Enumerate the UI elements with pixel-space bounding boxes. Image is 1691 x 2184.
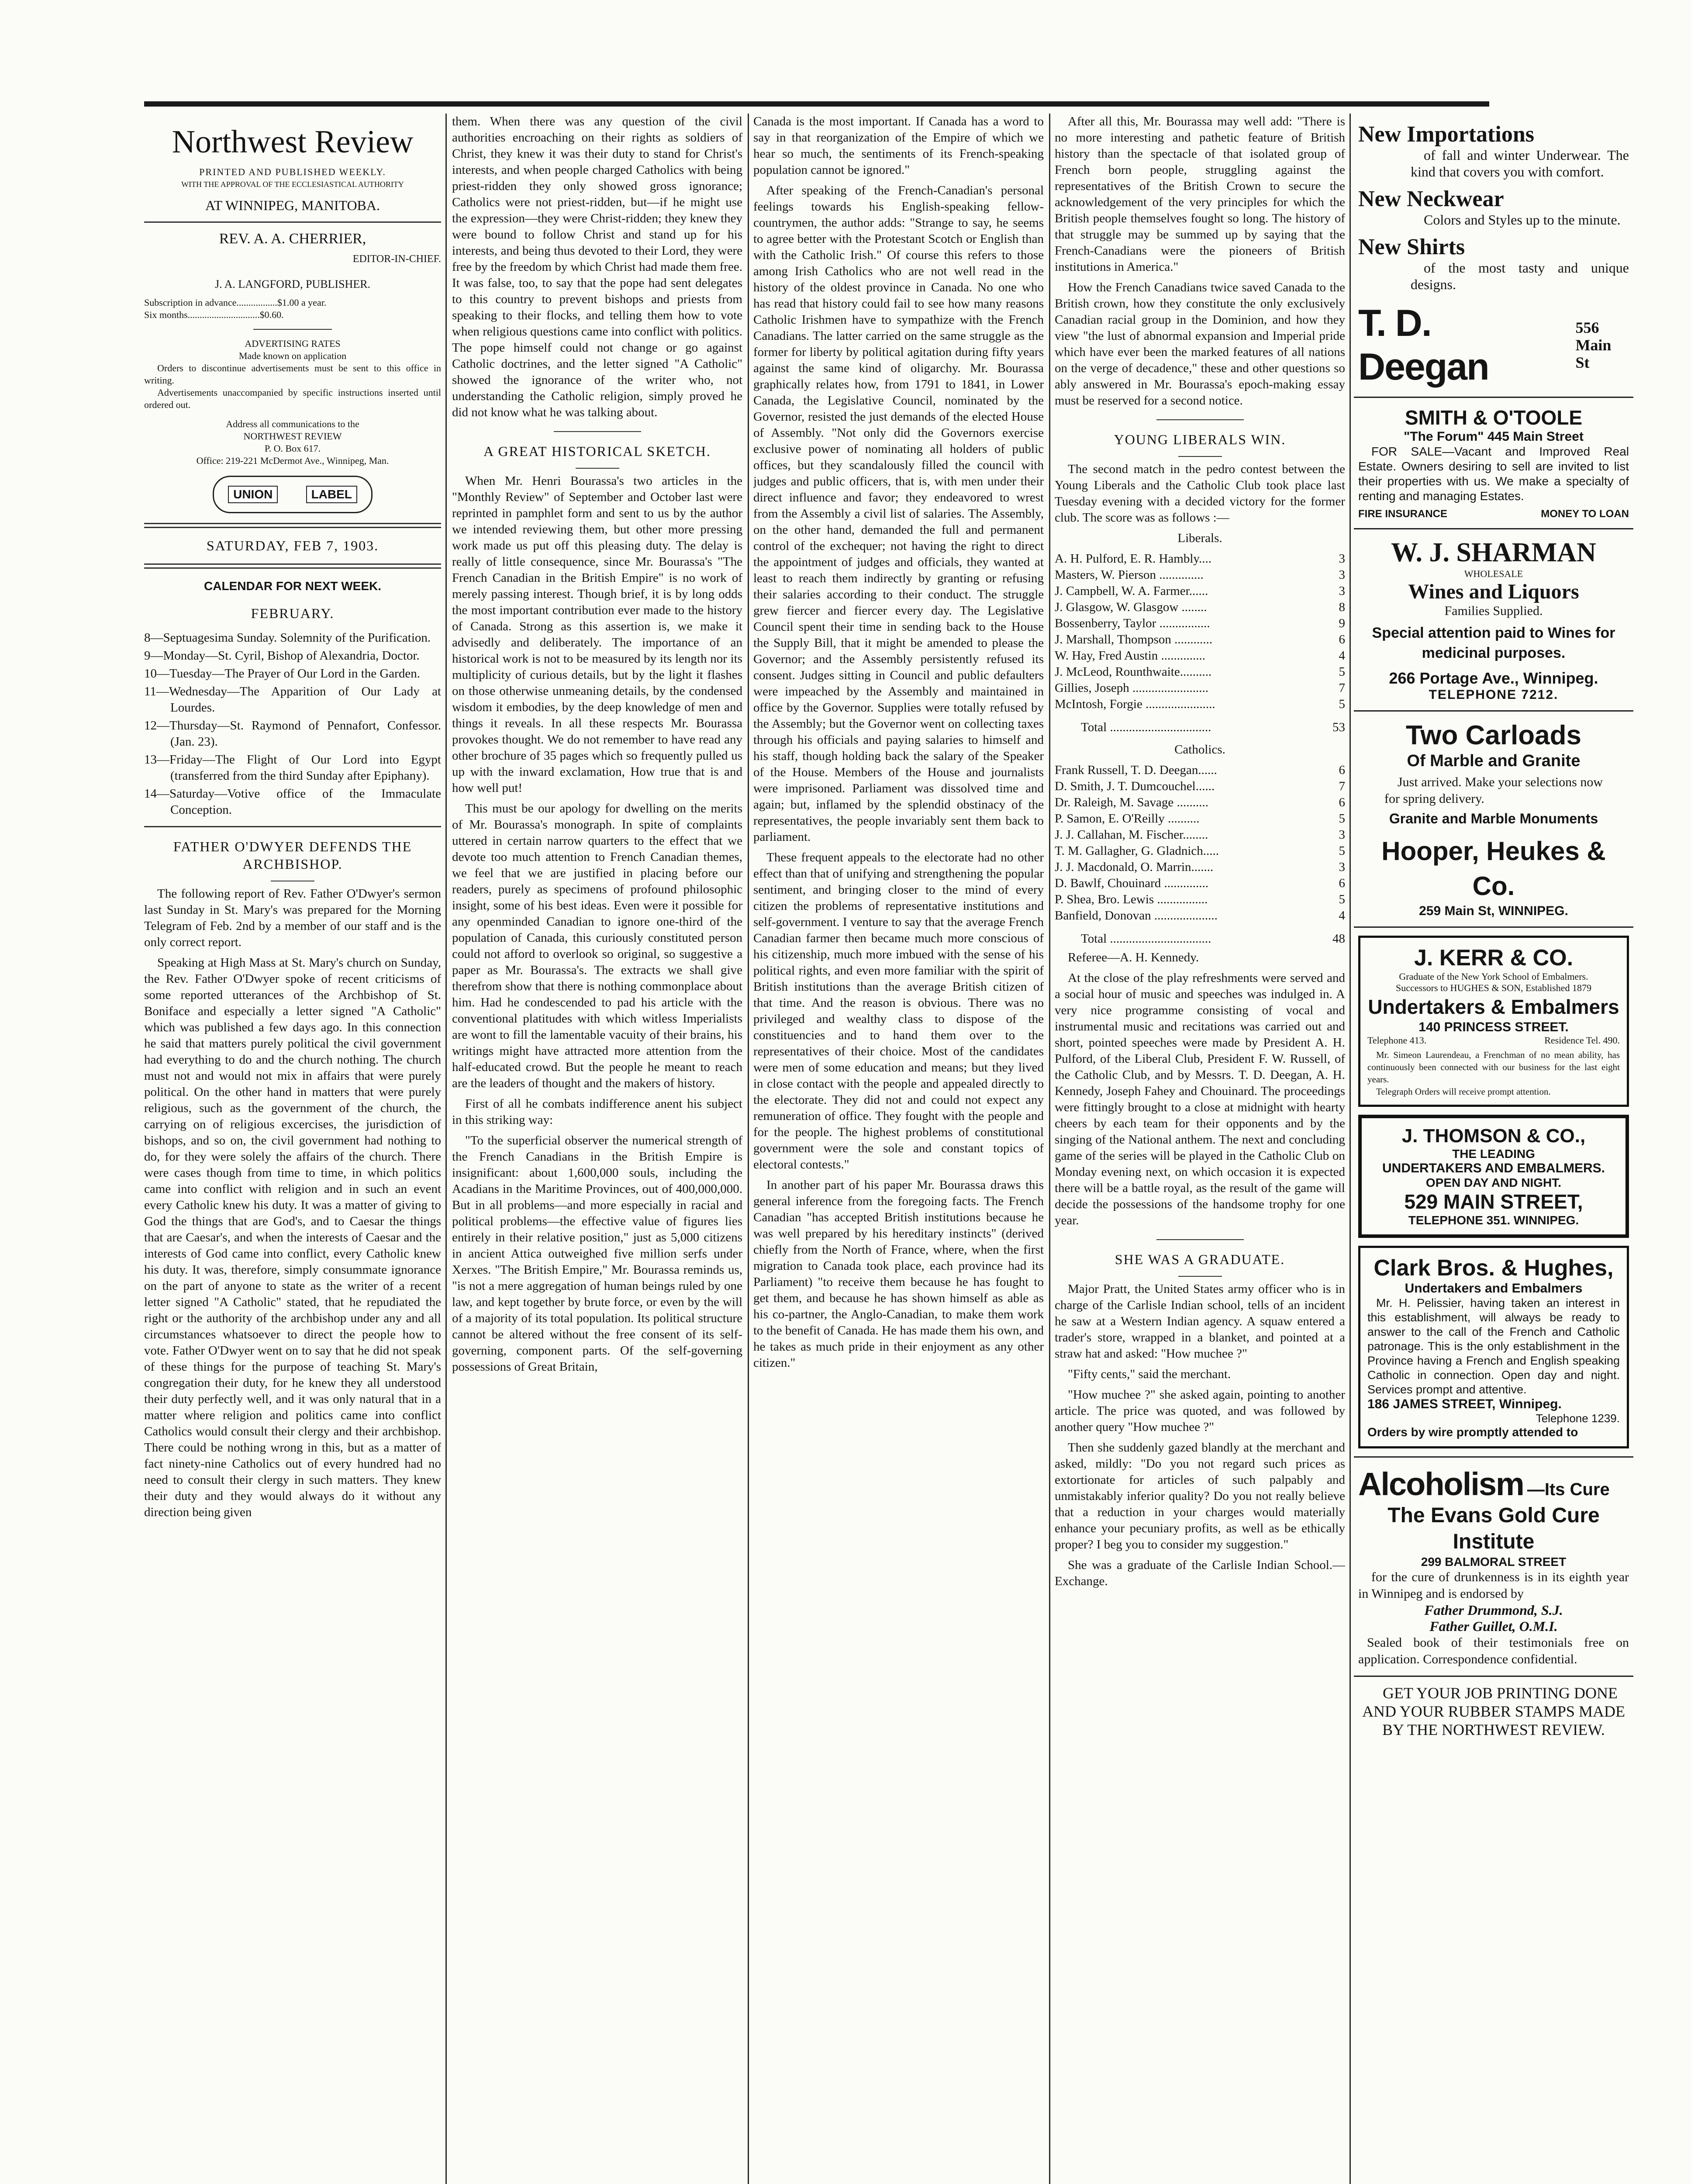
graduate-para: Then she suddenly gazed blandly at the merchant and asked, mildly: "Do you not regard such prices as extortionate for articles of such palpably and unmistakably inferior quality? Do you not really believe that a reduction in your charges would materially enhance your pecuniary profits, as well as be ethically proper? I beg you to consider my suggestion." xyxy=(1055,1441,1345,1552)
masthead-line1: PRINTED AND PUBLISHED WEEKLY. xyxy=(199,166,386,177)
team-names: D. Bawlf, Chouinard .............. xyxy=(1055,876,1208,890)
odwyer-para: The following report of Rev. Father O'Dwyer's sermon last Sunday in St. Mary's was prepared for the Morning Telegram of Feb. 2nd by a member of our staff and is the only correct report. xyxy=(144,887,441,949)
sketch-continued: Canada is the most important. If Canada has a word to say in that reorganization of the Empire of which we hear so much, the sentiments of its French-speaking population cannot be ignored." xyxy=(753,114,1044,177)
carloads-subtitle: Of Marble and Granite xyxy=(1407,752,1581,770)
new-shirts: New Shirts xyxy=(1358,235,1465,259)
team-score: 3 xyxy=(1339,828,1345,842)
team-names: J. Marshall, Thompson ............ xyxy=(1055,632,1213,646)
thomson-undertakers: UNDERTAKERS AND EMBALMERS. xyxy=(1382,1161,1605,1175)
team-score: 3 xyxy=(1339,860,1345,874)
evans-name: The Evans Gold Cure Institute xyxy=(1387,1504,1600,1553)
kerr-ad xyxy=(1358,936,1629,1107)
total-value: 53 xyxy=(1332,720,1345,734)
team-score: 5 xyxy=(1339,812,1345,826)
table-row xyxy=(1055,762,1345,778)
divider xyxy=(576,468,619,469)
deegan-number: 556 xyxy=(1575,319,1599,336)
thomson-telephone: TELEPHONE 351. WINNIPEG. xyxy=(1408,1213,1579,1227)
column-3 xyxy=(753,114,1044,2184)
kerr-telegraph: Telegraph Orders will receive prompt attention. xyxy=(1376,1086,1551,1097)
kerr-residence: Residence Tel. 490. xyxy=(1544,1035,1620,1046)
calendar-heading: CALENDAR FOR NEXT WEEK. xyxy=(204,579,381,593)
new-importations-text: of fall and winter Underwear. The kind that covers you with comfort. xyxy=(1411,147,1629,180)
referee: Referee—A. H. Kennedy. xyxy=(1068,950,1199,964)
sharman-name: W. J. SHARMAN xyxy=(1391,538,1596,567)
table-row xyxy=(1055,875,1345,892)
evans-text: for the cure of drunkenness is in its eighth year in Winnipeg and is endorsed by xyxy=(1358,1570,1629,1601)
team-names: McIntosh, Forgie ...................... xyxy=(1055,697,1215,711)
alcoholism-heading xyxy=(1358,1465,1629,1503)
table-row xyxy=(1055,696,1345,712)
team-score: 9 xyxy=(1339,616,1345,630)
divider xyxy=(144,523,441,528)
graduate-headline: SHE WAS A GRADUATE. xyxy=(1115,1251,1285,1267)
thomson-ad xyxy=(1358,1115,1629,1238)
alcoholism-title: Alcoholism xyxy=(1358,1466,1524,1502)
thomson-address: 529 MAIN STREET, xyxy=(1404,1190,1583,1213)
kerr-successors: Successors to HUGHES & SON, Established 1879 xyxy=(1396,982,1591,993)
catholics-label: Catholics. xyxy=(1174,743,1225,757)
graduate-para: "How muchee ?" she asked again, pointing to another article. The price was quoted, and was followed by another query "How muchee ?" xyxy=(1055,1388,1345,1434)
smith-text: FOR SALE—Vacant and Improved Real Estate. Owners desiring to sell are invited to list their properties with us. We make a specialty of renting and managing Estates. xyxy=(1358,445,1629,503)
column-5-ads xyxy=(1354,114,1633,2184)
evans-sealed: Sealed book of their testimonials free on application. Correspondence confidential. xyxy=(1358,1635,1629,1666)
calendar-item: 8—Septuagesima Sunday. Solemnity of the Purification. xyxy=(144,631,431,645)
column-rule xyxy=(1049,114,1050,2184)
table-row xyxy=(1055,599,1345,615)
kerr-text: Mr. Simeon Laurendeau, a Frenchman of no mean ability, has continuously been connected with our business for the last eight years. xyxy=(1367,1050,1620,1085)
team-score: 6 xyxy=(1339,632,1345,646)
table-row xyxy=(1055,632,1345,648)
table-row xyxy=(1055,827,1345,843)
table-row xyxy=(1055,778,1345,795)
graduate-para: "Fifty cents," said the merchant. xyxy=(1068,1367,1231,1381)
address-2: P. O. Box 617. xyxy=(264,443,321,454)
calendar-item: 13—Friday—The Flight of Our Lord into Egypt (transferred from the third Sunday after Epiphany). xyxy=(144,753,441,783)
team-names: J. Campbell, W. A. Farmer...... xyxy=(1055,584,1208,598)
divider xyxy=(253,329,332,330)
smith-name: SMITH & O'TOOLE xyxy=(1405,406,1583,429)
kerr-graduate: Graduate of the New York School of Embalmers. xyxy=(1399,971,1588,982)
divider xyxy=(1156,419,1244,420)
sharman-special: Special attention paid to Wines for medicinal purposes. xyxy=(1372,625,1615,661)
team-score: 4 xyxy=(1339,909,1345,923)
thomson-leading: THE LEADING xyxy=(1452,1147,1535,1161)
team-names: J. McLeod, Rounthwaite.......... xyxy=(1055,665,1212,679)
total-label: Total ................................ xyxy=(1081,720,1211,734)
publisher: J. A. LANGFORD, PUBLISHER. xyxy=(214,278,371,290)
sketch-para: These frequent appeals to the electorate had no other effect than that of unifying and strengthening the popular sentiment, and bringing closer to the mind of every citizen the problems of representative institutions and self-government. I venture to say that the average French Canadian farmer then became much more conscious of his citizenship, much more imbued with the sense of his political rights, and even more familiar with the spirit of British institutions than the average British citizen of that time. And the reason is obvious. There was no privileged and wealthy class to dispose of the constituencies and to hand them over to the representatives of their choice. Most of the candidates were men of some education and means; but they lived in close contact with the people and appealed directly to the electorate. They did not and could not expect any remuneration of office. They fought with the people and for the people. The highest problems of constitutional government were the sole and constant topics of electoral contests." xyxy=(753,850,1044,1171)
ad-rates-2: Orders to discontinue advertisements must be sent to this office in writing. xyxy=(144,363,441,386)
team-score: 8 xyxy=(1339,600,1345,614)
team-names: J. Glasgow, W. Glasgow ........ xyxy=(1055,600,1207,614)
calendar-list xyxy=(144,630,441,818)
address-1: NORTHWEST REVIEW xyxy=(243,431,342,442)
sharman-ad xyxy=(1354,529,1633,712)
divider xyxy=(1178,1276,1222,1277)
team-names: T. M. Gallagher, G. Gladnich..... xyxy=(1055,844,1219,858)
sketch-para: This must be our apology for dwelling on the merits of Mr. Bourassa's monograph. In spite of complaints uttered in certain narrow quarters to the effect that we devote too much attention to French Canadian themes, we feel that we are justified in placing before our readers, purely as specimens of profound philosophic insight, some of his best ideas. Even were it possible for any openminded Canadian to ignore one-third of the population of Canada, this curiously constituted person could not afford to overlook so original, so suggestive a paper as Mr. Bourassa's. The extracts we shall give therefrom show that there is nothing commonplace about him. Had he condescended to pad his article with the conventional platitudes with which witless Imperialists are wont to fill the lamentable vacuity of their brains, his writings might have attracted more attention from the half-educated crowd. But the people he meant to reach are the leaders of thought and the makers of history. xyxy=(452,802,742,1090)
clark-telephone: Telephone 1239. xyxy=(1536,1412,1620,1425)
column-4 xyxy=(1055,114,1345,2184)
job-printing-ad: GET YOUR JOB PRINTING DONE AND YOUR RUBBER STAMPS MADE BY THE NORTHWEST REVIEW. xyxy=(1362,1684,1625,1738)
table-row xyxy=(1055,615,1345,632)
union-label-left: UNION xyxy=(228,486,278,503)
column-rule xyxy=(1349,114,1351,2184)
team-score: 6 xyxy=(1339,876,1345,890)
clark-ad xyxy=(1358,1246,1629,1448)
team-score: 3 xyxy=(1339,568,1345,582)
carloads-monuments: Granite and Marble Monuments xyxy=(1389,811,1598,826)
total-row xyxy=(1055,712,1345,736)
table-row xyxy=(1055,892,1345,908)
thomson-open: OPEN DAY AND NIGHT. xyxy=(1425,1176,1562,1189)
table-row xyxy=(1055,664,1345,680)
sketch-para: When Mr. Henri Bourassa's two articles in the "Monthly Review" of September and October last were reprinted in pamphlet form and sent to us by the author we intended reviewing them, but other more pressing work made us put off this pleasing duty. The delay is really of little consequence, since Mr. Bourassa's "The French Canadian in the British Empire" is no work of merely passing interest. Though brief, it is by long odds the most important contribution ever made to the history of Canada. Strong as this assertion is, we make it advisedly and deliberately. The importance of an historical work is not to be measured by its length nor its multiplicity of curious details, but by the light it flashes on those otherwise unmeaning details, by the condensed wisdom it embodies, by the deep knowledge of men and things it reveals. In all these respects Mr. Bourassa provokes thought. We do not remember to have read any other brochure of 35 pages which so frequently pulled us up with the inward exclamation, How true that is and how well put! xyxy=(452,474,742,795)
table-row xyxy=(1055,795,1345,811)
team-names: Banfield, Donovan .................... xyxy=(1055,909,1218,923)
team-names: Dr. Raleigh, M. Savage .......... xyxy=(1055,795,1208,809)
deegan-name: T. D. Deegan xyxy=(1358,302,1489,388)
team-score: 7 xyxy=(1339,779,1345,793)
ad-rates-head: ADVERTISING RATES xyxy=(245,338,341,349)
sketch-para: After speaking of the French-Canadian's personal feelings towards his English-speaking fellow-countrymen, the author adds: "Strange to say, he seems to agree better with the Protestant Scotch or English than with the Catholic Irish." Of course this refers to those among Irish Catholics who are not well read in the history of the oldest province in Canada. No one who has read that history could fail to see how many reasons Catholic Irishmen have to sympathize with the French Canadians. The latter carried on the same struggle as the former for liberty by political agitation during fifty years against the same kind of oligarchy. Mr. Bourassa graphically relates how, from 1791 to 1841, in Lower Canada, the Legislative Council, nominated by the Governor, resisted the just demands of the elected House of Assembly. "Not only did the Governors exercise exclusive power of nominating all holders of public offices, but they scandalously filled the council with judges and public officers, that is, with men under their direct influence and favor; they endeavored to wrest from the Assembly a civil list of salaries. The Assembly, on the other hand, demanded the full and permanent control of the exchequer; not having the right to direct the appointment of judges and officials, they wanted at least to reach them indirectly by granting or refusing their salaries according to their conduct. The struggle grew fiercer and fiercer every day. The Legislative Council spent their time in sending back to the House the Supply Bill, that it might be amended to please the Governor; and the Assembly persistently refused its consent. Judges sitting in Council and public defaulters were impeached by the Assembly and maintained in office by the Governor. Supplies were totally refused by the Assembly; but the Governor went on collecting taxes through his officials and paying salaries to himself and his staff, though holding back the salary of the Speaker of the House. Members of the House and journalists were imprisoned. Parliament was dissolved time and again; but, inflamed by the splendid obstinacy of the representatives, the people invariably sent them back to parliament. xyxy=(753,183,1044,844)
odwyer-headline: FATHER O'DWYER DEFENDS THE ARCHBISHOP. xyxy=(173,839,412,872)
table-row xyxy=(1055,908,1345,924)
sketch-para: "To the superficial observer the numerical strength of the French Canadians in the British Empire is insignificant: about 1,600,000 souls, including the Acadians in the Maritime Provinces, out of 400,000,000. But in all problems—and more especially in racial and political problems—the effective value of figures lies entirely in their relative position," just as 5,000 citizens in ancient Attica outweighed five million serfs under Xerxes. "The British Empire," Mr. Bourassa reminds us, "is not a mere aggregation of human beings ruled by one law, and kept together by brute force, or even by the will of a majority of its total population. Its political structure cannot be altered without the free consent of its self-governing, component parts. Of the self-governing possessions of Great Britain, xyxy=(452,1133,742,1374)
team-score: 5 xyxy=(1339,697,1345,711)
masthead-line2: WITH THE APPROVAL OF THE ECCLESIASTICAL AUTHORITY xyxy=(181,180,404,189)
graduate-para: She was a graduate of the Carlisle Indian School.—Exchange. xyxy=(1055,1558,1345,1588)
table-row xyxy=(1055,811,1345,827)
clark-text: Mr. H. Pelissier, having taken an interest in this establishment, will always be ready to answer to the call of the French and Catholic patronage. This is the only establishment in the Province having a French and English speaking Catholic in connection. Open day and night. Services prompt and attentive. xyxy=(1367,1296,1620,1396)
smith-services xyxy=(1358,508,1629,520)
calendar-item: 14—Saturday—Votive office of the Immaculate Conception. xyxy=(144,787,441,817)
column-rule xyxy=(748,114,749,2184)
total-row xyxy=(1055,924,1345,947)
total-value: 48 xyxy=(1332,932,1345,946)
column-1 xyxy=(144,114,441,2184)
table-row xyxy=(1055,583,1345,599)
column-rule xyxy=(445,114,447,2184)
clark-name: Clark Bros. & Hughes, xyxy=(1374,1255,1614,1281)
table-row xyxy=(1055,843,1345,859)
team-names: Frank Russell, T. D. Deegan...... xyxy=(1055,763,1217,777)
smith-money: MONEY TO LOAN xyxy=(1541,508,1629,520)
union-label-logo xyxy=(213,476,373,513)
total-label: Total ................................ xyxy=(1081,932,1211,946)
sharman-telephone: TELEPHONE 7212. xyxy=(1429,688,1559,702)
new-neckwear: New Neckwear xyxy=(1358,187,1504,211)
evans-father-1: Father Drummond, S.J. xyxy=(1424,1602,1563,1618)
kerr-telephone: Telephone 413. xyxy=(1367,1035,1427,1046)
carloads-ad xyxy=(1354,712,1633,928)
team-names: J. J. Callahan, M. Fischer........ xyxy=(1055,828,1208,842)
smith-fire: FIRE INSURANCE xyxy=(1358,508,1448,520)
sketch-headline: A GREAT HISTORICAL SKETCH. xyxy=(483,443,711,459)
team-names: Bossenberry, Taylor ................ xyxy=(1055,616,1210,630)
smith-otoole-ad xyxy=(1354,398,1633,529)
carloads-title: Two Carloads xyxy=(1406,720,1581,750)
calendar-month: FEBRUARY. xyxy=(251,605,335,621)
evans-father-2: Father Guillet, O.M.I. xyxy=(1429,1618,1558,1634)
ad-rates-3: Advertisements unaccompanied by specific instructions inserted until ordered out. xyxy=(144,387,441,410)
clark-subtitle: Undertakers and Embalmers xyxy=(1405,1281,1583,1296)
liberals-intro: The second match in the pedro contest between the Young Liberals and the Catholic Club took place last Tuesday evening with a decided victory for the former club. The score was as follows :— xyxy=(1055,462,1345,525)
divider xyxy=(144,563,441,569)
sketch-para: How the French Canadians twice saved Canada to the British crown, how they constitute the only exclusively Canadian racial group in the Dominion, and how they view "the lust of abnormal expansion and Imperial pride which have ever been the marked features of all nations on the verge of decadence," these and other questions so ably answered in Mr. Bourassa's epoch-making essay must be reserved for a second notice. xyxy=(1055,280,1345,408)
sharman-wholesale: WHOLESALE xyxy=(1464,568,1523,579)
team-score: 6 xyxy=(1339,763,1345,777)
divider xyxy=(1156,1239,1244,1240)
sketch-para: First of all he combats indifference anent his subject in this striking way: xyxy=(452,1097,742,1127)
calendar-item: 10—Tuesday—The Prayer of Our Lord in the Garden. xyxy=(144,667,420,681)
union-label-right: LABEL xyxy=(306,486,357,503)
deegan-ad xyxy=(1354,114,1633,398)
deegan-street: Main St xyxy=(1575,336,1612,371)
sharman-address: 266 Portage Ave., Winnipeg. xyxy=(1389,669,1598,687)
liberals-headline: YOUNG LIBERALS WIN. xyxy=(1114,432,1286,447)
kerr-name: J. KERR & CO. xyxy=(1414,945,1574,971)
sharman-wines: Wines and Liquors xyxy=(1408,580,1579,603)
sketch-para: In another part of his paper Mr. Bourassa draws this general inference from the foregoing facts. The French Canadian "has accepted British institutions because he was well prepared by his hereditary instincts" (derived chiefly from the North of France, where, when the first migration to Canada took place, each province had its Parliament) "to receive them because he has fought to get them, and because he has shown himself as able as his co-partner, the Anglo-Canadian, to make them work to the benefit of Canada. He has made them his own, and he takes as much pride in their enjoyment as any other citizen." xyxy=(753,1178,1044,1370)
kerr-address: 140 PRINCESS STREET. xyxy=(1418,1020,1569,1034)
team-score: 6 xyxy=(1339,795,1345,809)
editor-name: REV. A. A. CHERRIER, xyxy=(219,231,366,247)
hooper-address: 259 Main St, WINNIPEG. xyxy=(1419,904,1568,918)
subscription: Subscription in advance.................$1.00 a year. xyxy=(144,297,327,308)
new-neckwear-text: Colors and Styles up to the minute. xyxy=(1424,212,1621,228)
divider xyxy=(144,826,441,827)
table-row xyxy=(1055,551,1345,567)
divider xyxy=(554,431,641,432)
new-shirts-text: of the most tasty and unique designs. xyxy=(1411,260,1629,292)
address-3: Office: 219-221 McDermot Ave., Winnipeg, Man. xyxy=(196,455,389,466)
divider xyxy=(1178,456,1222,457)
team-score: 3 xyxy=(1339,584,1345,598)
new-importations: New Importations xyxy=(1358,122,1534,147)
team-names: Gillies, Joseph ........................ xyxy=(1055,681,1209,695)
odwyer-para: Speaking at High Mass at St. Mary's church on Sunday, the Rev. Father O'Dwyer spoke of recent criticisms of some reported utterances of the Archbishop of St. Boniface and especially a letter signed "A Catholic" which was published a few days ago. In this connection he said that matters purely political the civil government had everything to do and the church nothing. The church must not and would not mix in affairs that were purely political. On the other hand in matters that were purely religious, such as the government of the church, the carrying on of religious excercises, the jurisdiction of bishops, and so on, the civil government had nothing to do, for they were solely the affairs of the church. There were cases though from time to time, in which politics came into conflict with religion and in such an event every Catholic knew his duty. It was a matter of giving to God the things that are God's, and to Caesar the things that are Caesar's, and when the interests of Caesar and the interests of God came into conflict, every Catholic knew his duty. It was, therefore, simply consummate ignorance on the part of anyone to state as the writer of a recent letter signed "A Catholic" stated, that he repudiated the right or the authority of the archbishop under any and all circumstances whatsoever to direct the people how to vote. Father O'Dwyer went on to say that he did not speak of these things for the purpose of teaching St. Mary's congregation their duty, for he knew they all understood their duty perfectly well, and it was only natural that in a matter where religion and politics came into conflict Catholics would consult their clergy and their archbishop. There could be nothing wrong in this, but as a matter of fact ninety-nine Catholics out of every hundred had no need to consult their clergy in such matters. They knew their duty and they would always do it without any direction being given xyxy=(144,956,441,1519)
hooper-name: Hooper, Heukes & Co. xyxy=(1381,836,1606,901)
team-score: 4 xyxy=(1339,649,1345,663)
table-row xyxy=(1055,567,1345,583)
deegan-address xyxy=(1575,319,1629,371)
sketch-para: After all this, Mr. Bourassa may well add: "There is no more interesting and pathetic feature of British history than the spectacle of that isolated group of French born people, struggling against the representatives of the British Crown to secure the acknowledgement of the very principles for which the British people themselves fought so long. The history of that struggle may be summed up by saying that the French-Canadians were the pioneers of British institutions in America." xyxy=(1055,114,1345,274)
deegan-signature xyxy=(1358,301,1629,389)
liberals-after: At the close of the play refreshments were served and a social hour of music and speeches was indulged in. A very nice programme consisting of vocal and instrumental music and recitations was carried out and short, pointed speeches were made by President A. H. Pulford, of the Liberal Club, President F. W. Russell, of the Catholic Club, and by Messrs. T. D. Deegan, A. H. Kennedy, Joseph Fahey and Chouinard. The proceedings were fittingly brought to a close at midnight with hearty cheers by each team for their opponents and by the singing of the National anthem. The next and concluding game of the series will be played in the Catholic Club on Monday evening next, on which occasion it is expected there will be a battle royal, as the result of the game will decide the possessions of the handsome trophy for one year. xyxy=(1055,971,1345,1227)
graduate-para: Major Pratt, the United States army officer who is in charge of the Carlisle Indian school, tells of an incident he saw at a Western Indian agency. A squaw entered a trader's store, wrapped in a blanket, and pointed at a straw hat and asked: "How muchee ?" xyxy=(1055,1282,1345,1361)
team-names: W. Hay, Fred Austin .............. xyxy=(1055,649,1206,663)
divider xyxy=(144,221,441,223)
editor-title: EDITOR-IN-CHIEF. xyxy=(352,253,441,265)
masthead-title: Northwest Review xyxy=(172,124,414,160)
address-head: Address all communications to the xyxy=(226,418,359,429)
calendar-item: 9—Monday—St. Cyril, Bishop of Alexandria, Doctor. xyxy=(144,649,420,663)
catholics-score-table xyxy=(1055,762,1345,947)
team-names: A. H. Pulford, E. R. Hambly.... xyxy=(1055,552,1211,566)
calendar-item: 11—Wednesday—The Apparition of Our Lady at Lourdes. xyxy=(144,684,441,715)
issue-date: SATURDAY, FEB 7, 1903. xyxy=(206,538,379,553)
team-score: 5 xyxy=(1339,665,1345,679)
newspaper-page xyxy=(144,114,1629,2184)
calendar-item: 12—Thursday—St. Raymond of Pennafort, Confessor. (Jan. 23). xyxy=(144,719,441,749)
alcoholism-cure: —Its Cure xyxy=(1527,1480,1610,1499)
odwyer-continued: them. When there was any question of the civil authorities encroaching on their rights as soldiers of Christ, they knew it was their duty to stand for Christ's interests, and when people charged Catholics with being priest-ridden they only showed gross ignorance; Catholics were not priest-ridden, but—if he might use the expression—they were Christ-ridden; they knew they were bound to follow Christ and stand up for his interests, and being thus devoted to their Lord, they were free by the freedom by which Christ had made them free. It was false, too, to say that the pope had sent delegates to this country to prevent bishops and priests from speaking to their flocks, and telling them how to vote when religious questions came into conflict with politics. The pope himself could not change or go against Catholic doctrines, and the letter signed "A Catholic" showed the ignorance of the writer who, not understanding the Catholic religion, simply proved he did not know what he was talking about. xyxy=(452,114,742,419)
top-rule xyxy=(144,101,1489,107)
team-names: P. Shea, Bro. Lewis ................ xyxy=(1055,892,1208,906)
team-score: 5 xyxy=(1339,892,1345,906)
liberals-score-table xyxy=(1055,551,1345,736)
team-names: Masters, W. Pierson .............. xyxy=(1055,568,1204,582)
clark-address: 186 JAMES STREET, Winnipeg. xyxy=(1367,1397,1562,1411)
team-names: D. Smith, J. T. Dumcouchel...... xyxy=(1055,779,1215,793)
column-2 xyxy=(452,114,742,2184)
ad-rates-1: Made known on application xyxy=(238,350,347,361)
table-row xyxy=(1055,680,1345,696)
smith-forum: "The Forum" 445 Main Street xyxy=(1404,429,1584,444)
team-score: 7 xyxy=(1339,681,1345,695)
evans-address: 299 BALMORAL STREET xyxy=(1421,1555,1567,1569)
kerr-undertakers: Undertakers & Embalmers xyxy=(1368,995,1619,1018)
team-score: 3 xyxy=(1339,552,1345,566)
team-names: J. J. Macdonald, O. Marrin....... xyxy=(1055,860,1214,874)
team-names: P. Samon, E. O'Reilly .......... xyxy=(1055,812,1200,826)
evans-ad xyxy=(1354,1456,1633,1677)
table-row xyxy=(1055,648,1345,664)
sharman-families: Families Supplied. xyxy=(1444,604,1543,618)
liberals-label: Liberals. xyxy=(1177,531,1222,545)
kerr-phones xyxy=(1367,1035,1620,1046)
team-score: 5 xyxy=(1339,844,1345,858)
clark-wire: Orders by wire promptly attended to xyxy=(1367,1425,1578,1439)
carloads-text: Just arrived. Make your selections now for spring delivery. xyxy=(1384,775,1603,806)
six-months: Six months..............................$0.60. xyxy=(144,309,284,320)
table-row xyxy=(1055,859,1345,875)
thomson-name: J. THOMSON & CO., xyxy=(1401,1125,1586,1147)
masthead-place: AT WINNIPEG, MANITOBA. xyxy=(205,197,380,213)
